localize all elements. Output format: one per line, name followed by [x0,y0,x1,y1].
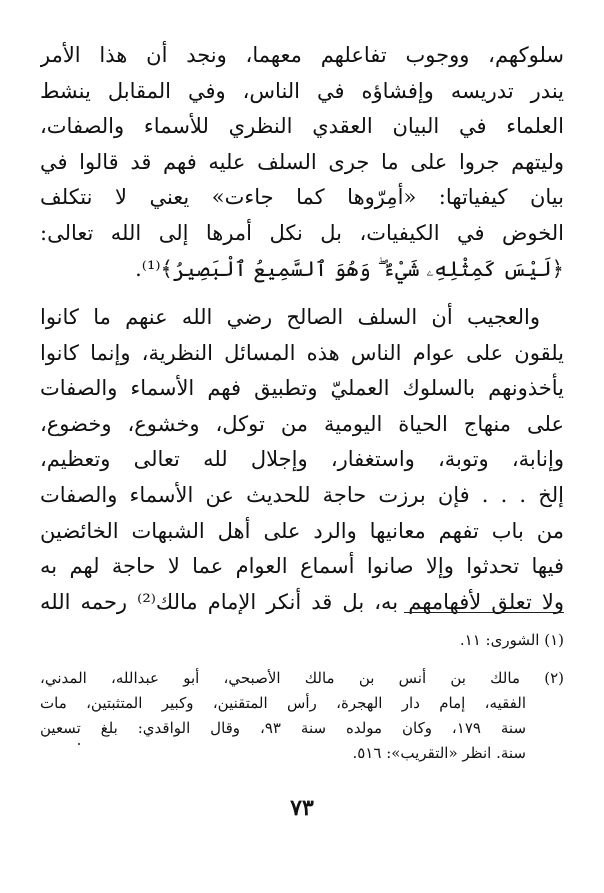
footnote-text: سنة ١٧٩، وكان مولده سنة ٩٣، وقال الواقدي: بلغ تسعين [40,719,527,737]
text-line: يلقون على عوام الناس هذه المسائل النظرية، وإنما كانوا [40,340,564,365]
footnote-text: (٢) مالك بن أنس بن مالك الأصبحي، أبو عبدالله، المدني، [40,669,564,687]
text-line: سلوكهم، ووجوب تفاعلهم معهما، ونجد أن هذا الأمر [40,43,564,67]
text-line: على منهاج الحياة اليومية من توكل، وخشوع، وخضوع، [40,411,564,436]
text-line: وليتهم جروا على ما جرى السلف عليه فهم قد قالوا في [40,149,564,174]
text-line: العلماء في البيان العقدي النظري للأسماء والصفات، [40,114,564,139]
text-line: الخوض في الكيفيات، بل نكل أمرها إلى الله تعالى: [40,220,564,245]
text-line: والعجيب أن السلف الصالح رضي الله عنهم ما كانوا [40,305,540,329]
paragraph-1 [40,38,564,287]
footnote-1 [40,628,564,653]
text-line: إلخ . . . فإن برزت حاجة للحديث عن الأسماء والصفات [40,482,564,507]
footnote-text: الفقيه، إمام دار الهجرة، رأس المتقنين، وكبير المتثبتين، مات [40,694,526,712]
footnote-text: سنة. انظر «التقريب»: ٥١٦. [352,744,526,762]
page-number: ٧٣ [290,795,314,821]
text-line: من باب تفهم معانيها والرد على أهل الشبهات الخائضين [40,518,564,543]
text-line: يندر تدريسه وإفشاؤه في الناس، وفي المقابل ينشط [40,78,564,103]
text-line: يأخذونهم بالسلوك العمليّ وتطبيق فهم الأسماء والصفات [40,376,564,401]
footnote-text: (١) الشورى: ١١. [459,631,564,649]
footnote-separator [404,612,564,613]
quran-verse-line: ﴿لَيْسَ كَمِثْلِهِۦ شَيْءٌ ۖ وَهُوَ ٱلسَّمِيعُ ٱلْبَصِيرُ﴾⁽¹⁾. [135,256,564,281]
footnote-2 [40,666,564,766]
text-line: فيها تحدثوا وإلا صانوا أسماع العوام عما لا حاجة لهم به [40,554,564,579]
text-line: بيان كيفياتها: «أمِرّوها كما جاءت» يعني لا نتكلف [40,185,564,210]
paragraph-2 [40,300,564,620]
text-line: وإنابة، وتوبة، واستغفار، وإجلال لله تعالى وتعظيم، [40,447,564,472]
print-speck [78,743,80,745]
text-line: ولا تعلق لأفهامهم به، بل قد أنكر الإمام مالك⁽²⁾ رحمه الله [40,589,564,614]
